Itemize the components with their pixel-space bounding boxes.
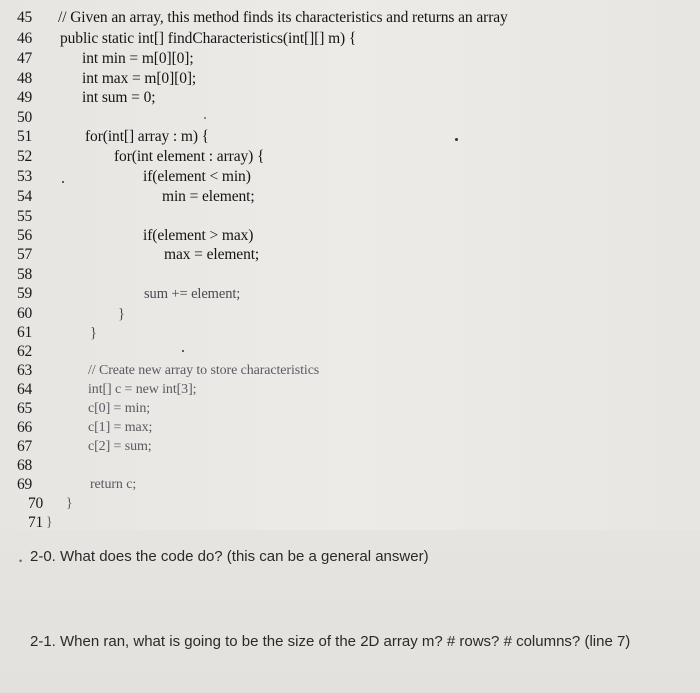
photo-speck xyxy=(455,138,458,141)
code-line-70 xyxy=(0,494,700,514)
line-number: 48 xyxy=(17,70,33,87)
code-line-66 xyxy=(0,418,700,438)
line-number: 50 xyxy=(17,109,33,126)
code-line-68 xyxy=(0,456,700,476)
line-number: 52 xyxy=(17,148,33,165)
line-number: 65 xyxy=(17,400,33,417)
code-brace: } xyxy=(66,496,73,511)
code-statement: int[] c = new int[3]; xyxy=(88,382,197,397)
code-return: return c; xyxy=(90,477,137,492)
line-number: 67 xyxy=(17,438,33,455)
code-brace: } xyxy=(118,306,125,322)
line-number: 71 xyxy=(28,514,44,531)
code-statement: c[1] = max; xyxy=(88,420,153,435)
code-line-45 xyxy=(0,8,700,28)
line-number: 47 xyxy=(17,50,33,67)
code-line-60 xyxy=(0,304,700,324)
line-number: 55 xyxy=(17,208,33,225)
line-number: 46 xyxy=(17,30,33,47)
code-line-49 xyxy=(0,88,700,108)
question-2-0: 2-0. What does the code do? (this can be a general answer) xyxy=(30,548,429,565)
code-statement: for(int element : array) { xyxy=(114,148,265,165)
line-number: 69 xyxy=(17,476,33,493)
code-statement: if(element < min) xyxy=(143,168,251,185)
line-number: 53 xyxy=(17,168,33,185)
photo-speck xyxy=(182,350,184,352)
line-number: 66 xyxy=(17,419,33,436)
code-line-58 xyxy=(0,265,700,285)
line-number: 49 xyxy=(17,89,33,106)
line-number: 54 xyxy=(17,188,33,205)
line-number: 64 xyxy=(17,381,33,398)
line-number: 45 xyxy=(17,9,33,26)
code-statement: c[0] = min; xyxy=(88,401,151,416)
line-number: 57 xyxy=(17,246,33,263)
code-statement: sum += element; xyxy=(144,286,241,302)
code-statement: for(int[] array : m) { xyxy=(85,128,210,145)
code-method-signature: public static int[] findCharacteristics(int[][] m) { xyxy=(60,30,357,47)
code-line-69 xyxy=(0,475,700,495)
code-comment: // Create new array to store characteristics xyxy=(88,363,320,378)
code-brace: } xyxy=(46,515,53,530)
code-line-64 xyxy=(0,380,700,400)
line-number: 62 xyxy=(17,343,33,360)
bullet-marker: • xyxy=(19,556,23,566)
code-statement: c[2] = sum; xyxy=(88,439,152,454)
code-line-57 xyxy=(0,245,700,265)
line-number: 51 xyxy=(17,128,33,145)
line-number: 68 xyxy=(17,457,33,474)
code-comment: // Given an array, this method finds its characteristics and returns an array xyxy=(58,9,508,26)
code-line-50 xyxy=(0,108,700,128)
line-number: 70 xyxy=(28,495,44,512)
code-line-53 xyxy=(0,167,700,187)
photo-speck xyxy=(204,117,206,119)
code-line-63 xyxy=(0,361,700,381)
code-statement: max = element; xyxy=(164,246,260,263)
code-line-51 xyxy=(0,127,700,147)
code-line-54 xyxy=(0,187,700,207)
line-number: 58 xyxy=(17,266,33,283)
photo-speck xyxy=(62,181,64,183)
code-line-56 xyxy=(0,226,700,246)
line-number: 56 xyxy=(17,227,33,244)
line-number: 63 xyxy=(17,362,33,379)
code-statement: int max = m[0][0]; xyxy=(82,70,197,87)
code-line-48 xyxy=(0,69,700,89)
code-statement: int min = m[0][0]; xyxy=(82,50,194,67)
code-line-52 xyxy=(0,147,700,167)
line-number: 59 xyxy=(17,285,33,302)
code-line-71 xyxy=(0,513,700,533)
question-2-1: 2-1. When ran, what is going to be the size of the 2D array m? # rows? # columns? (line 7) xyxy=(30,633,631,650)
code-line-47 xyxy=(0,49,700,69)
code-line-46 xyxy=(0,29,700,49)
line-number: 61 xyxy=(17,324,33,341)
code-line-61 xyxy=(0,323,700,343)
code-brace: } xyxy=(90,325,97,341)
code-line-55 xyxy=(0,207,700,227)
code-statement: min = element; xyxy=(162,188,255,205)
code-statement: if(element > max) xyxy=(143,227,254,244)
code-statement: int sum = 0; xyxy=(82,89,156,106)
code-line-62 xyxy=(0,342,700,362)
code-line-67 xyxy=(0,437,700,457)
code-line-65 xyxy=(0,399,700,419)
code-line-59 xyxy=(0,284,700,304)
line-number: 60 xyxy=(17,305,33,322)
